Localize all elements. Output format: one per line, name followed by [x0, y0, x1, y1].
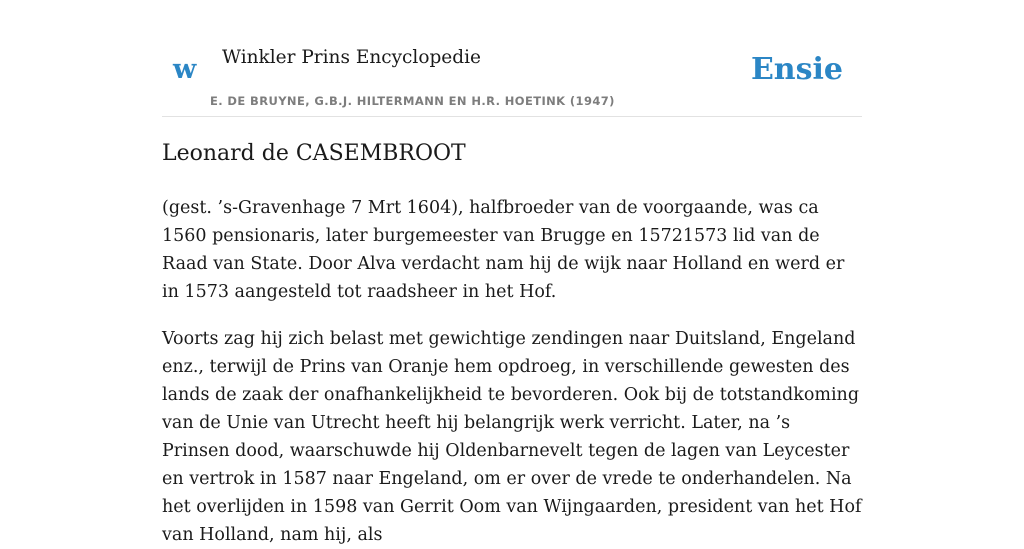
source-header: [162, 0, 862, 117]
article-title: Leonard de CASEMBROOT: [162, 141, 466, 166]
source-title[interactable]: Winkler Prins Encyclopedie: [222, 47, 481, 68]
article-paragraph: Voorts zag hij zich belast met gewichtige zendingen naar Duitsland, Engeland enz., terwijl de Prins van Oranje hem opdroeg, in verschillende gewesten des lands de zaak der onafhankelijkheid te bevorderen. Ook bij de totstandkoming van de Unie van Utrecht heeft hij belangrijk werk verricht. Later, na ’s Prinsen dood, waarschuwde hij Oldenbarnevelt tegen de lagen van Leycester en vertrok in 1587 naar Engeland, om er over de vrede te onderhandelen. Na het overlijden in 1598 van Gerrit Oom van Wijngaarden, president van het Hof van Holland, nam hij, als: [162, 329, 862, 545]
ensie-logo[interactable]: Ensie: [750, 52, 843, 87]
source-authors: E. DE BRUYNE, G.B.J. HILTERMANN EN H.R. HOETINK (1947): [210, 94, 615, 108]
article: [162, 138, 862, 549]
article-paragraph: (gest. ’s-Gravenhage 7 Mrt 1604), halfbroeder van de voorgaande, was ca 1560 pensionaris, later burgemeester van Brugge en 15721573 lid van de Raad van State. Door Alva verdacht nam hij de wijk naar Holland en werd er in 1573 aangesteld tot raadsheer in het Hof.: [162, 198, 845, 302]
winkler-prins-logo[interactable]: w: [173, 54, 197, 85]
